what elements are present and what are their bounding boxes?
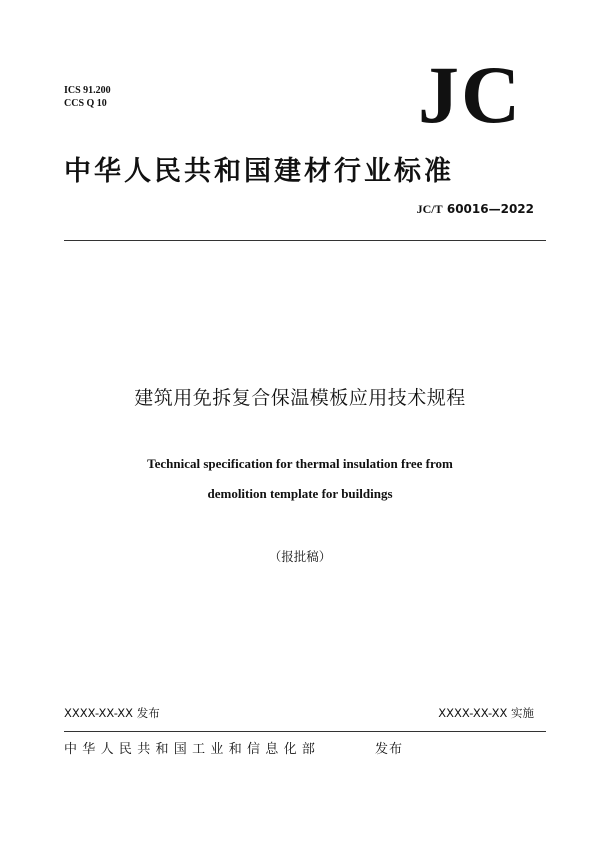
issue-label: 发布 <box>375 742 404 757</box>
ics-code: ICS 91.200 <box>64 85 111 96</box>
top-divider <box>64 240 546 241</box>
document-title-chinese: 建筑用免拆复合保温模板应用技术规程 <box>134 387 466 409</box>
ccs-code: CCS Q 10 <box>64 98 107 109</box>
bottom-divider <box>64 731 546 732</box>
standard-number-value: 60016—2022 <box>446 202 534 216</box>
release-date: XXXX-XX-XX 发布 <box>64 706 160 720</box>
document-title-english-line2: demolition template for buildings <box>207 486 393 501</box>
issuing-authority: 中华人民共和国工业和信息化部 <box>64 742 321 757</box>
draft-status: （报批稿） <box>268 549 332 564</box>
classification-codes <box>64 84 111 110</box>
document-title-english-line1: Technical specification for thermal insulation free from <box>147 456 453 471</box>
standard-number-prefix: JC/T <box>416 202 443 216</box>
jc-logo: JC <box>418 49 523 140</box>
standard-number <box>417 202 534 217</box>
standard-category-title: 中华人民共和国建材行业标准 <box>64 156 454 187</box>
effective-date: XXXX-XX-XX 实施 <box>438 706 534 720</box>
